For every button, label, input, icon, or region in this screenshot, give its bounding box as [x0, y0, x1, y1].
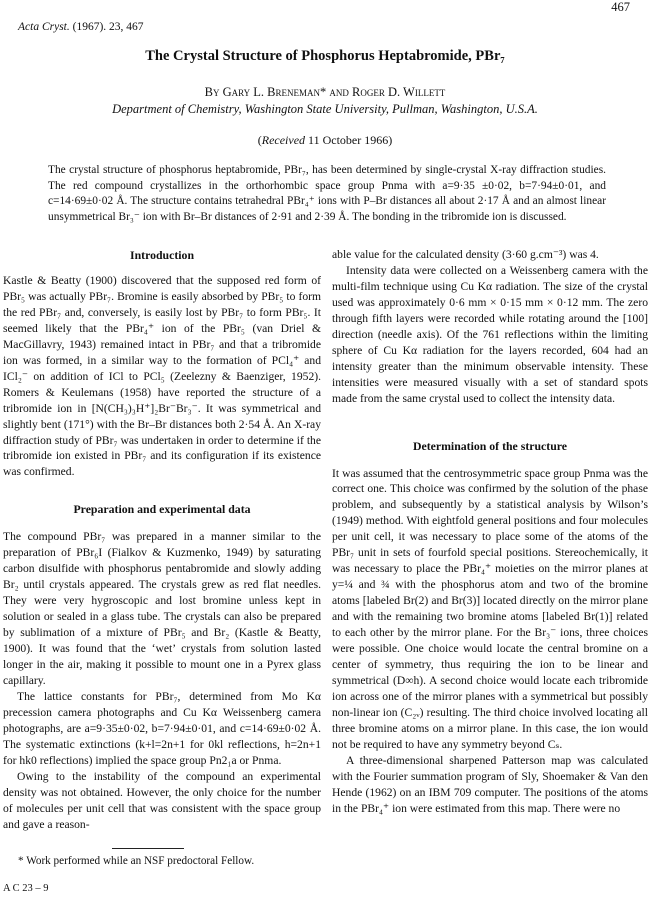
- preparation-paragraph-2: The lattice constants for PBr₇, determined from Mo Kα precession camera photographs and Cu Kα Weissenberg camera photographs, are a=9·35±0·02, b=7·94±0·01, and c=14·69±0·02 Å. The systematic extinctions (k+l=2n+1 for 0kl reflections, h=2n+1 for hk0 reflections) implied the space group Pn2₁a or Pnma.: [3, 689, 321, 767]
- preparation-paragraph-1: The compound PBr₇ was prepared in a manner similar to the preparation of PBr₆I (Fialkov & Kuzmenko, 1949) by saturating carbon disulfide with phosphorus pentabromide and slowly adding Br₂ until crystals appeared. The crystals grew as red flat needles. They were very hygroscopic and lost bromine unless kept in solution or sealed in a glass tube. The crystals can also be prepared by sublimation of a mixture of PBr₅ and Br₂ (Kastle & Beatty, 1900). It was found that the ‘wet’ crystals from solution lasted longer in the air, making it possible to mount one in a Pyrex glass capillary.: [3, 530, 321, 687]
- signature-mark: A C 23 – 9: [3, 883, 49, 894]
- received-value: 11 October 1966: [305, 133, 389, 147]
- right-column: [332, 247, 648, 817]
- journal-name: Acta Cryst.: [18, 21, 70, 33]
- determination-paragraph-2: A three-dimensional sharpened Patterson map was calculated with the Fourier summation program of Sly, Shoemaker & Van den Hende (1962) on an IBM 709 computer. The positions of the atoms in the PBr₄⁺ ion were estimated from this map. There were no: [332, 753, 648, 815]
- introduction-heading: Introduction: [129, 248, 195, 262]
- introduction-paragraph: Kastle & Beatty (1900) discovered that the supposed red form of PBr₅ was actually PBr₇. Bromine is easily absorbed by PBr₅ to form the red PBr₇ and, conversely, is easily lost by PBr₇ to form PBr₅. It seemed likely that the PBr₄⁺ ion of the PBr₅ (van Driel & MacGillavry, 1943) remained intact in PBr₇ and that a tribromide ion was formed, in a similar way to the formation of PCl₄⁺ and ICl₂⁻ on addition of ICl to PCl₅ (Zeelezny & Baenziger, 1952). Romers & Keulemans (1958) have reported the structure of a tribromide ion in [N(CH₃)₃H⁺]₂Br⁻Br₃⁻. It was symmetrical and slightly bent (171°) with the Br–Br distances both 2·54 Å. An X-ray diffraction study of PBr₇ was undertaken in order to determine if the tribromide ion existed in PBr₇ and its configuration if its existence was confirmed.: [3, 274, 321, 479]
- affiliation: Department of Chemistry, Washington State University, Pullman, Washington, U.S.A.: [112, 102, 538, 116]
- footnote-rule: [112, 848, 184, 849]
- received-date: (Received 11 October 1966): [257, 133, 393, 147]
- density-continuation: able value for the calculated density (3·60 g.cm⁻³) was 4.: [332, 248, 599, 261]
- journal-reference: [18, 21, 144, 33]
- footnote: * Work performed while an NSF predoctoral Fellow.: [18, 855, 255, 867]
- paper-title: The Crystal Structure of Phosphorus Heptabromide, PBr₇: [145, 48, 505, 64]
- page-number: 467: [611, 0, 630, 14]
- received-label: Received: [261, 133, 306, 147]
- determination-paragraph-1: It was assumed that the centrosymmetric space group Pnma was the correct one. This choice was confirmed by the solution of the phase problem, and subsequently by a statistical analysis by Wilson’s (1949) method. With eightfold general positions and four molecules per unit cell, it was necessary to place some of the atoms of the PBr₇ unit in sets of fourfold special positions. Stereochemically, it was necessary to place the PBr₄⁺ moieties on the mirror planes at y=¼ and ¾ with the phosphorus atom and two of the bromine atoms [labeled Br(2) and Br(3)] located directly on the mirror plane and with the remaining two bromine atoms [labeled Br(1)] related to each other by the mirror plane. For the Br₃⁻ ions, three choices were possible. One choice would locate the central bromine on a center of symmetry, thus requiring the ion to be linear and symmetrical (D∞h). A second choice would locate each tribromide ion across one of the mirror planes with a symmetrical but possibly non-linear ion (C₂ᵥ) resulting. The third choice involved locating all three bromine atoms on a mirror plane. In this case, the ion would not be required to have any symmetry beyond Cₛ.: [332, 466, 648, 751]
- intensity-paragraph: Intensity data were collected on a Weissenberg camera with the multi-film technique using Cu Kα radiation. The size of the crystal used was approximately 0·6 mm × 0·15 mm × 0·12 mm. The zero through fifth layers were recorded while rotating around the [100] direction (needle axis). Of the 761 reflections within the limiting sphere of Cu Kα radiation for the layers recorded, 604 had an intensity greater than the minimum observable intensity. These intensities were measured visually with a set of standard spots made from the same crystal used to collect the intensity data.: [332, 263, 648, 405]
- preparation-heading: Preparation and experimental data: [73, 502, 251, 517]
- preparation-paragraph-3: Owing to the instability of the compound an experimental density was not obtained. However, the only choice for the number of molecules per unit cell that was consistent with the space group and gave a reason-: [3, 769, 321, 831]
- left-column: [3, 247, 321, 833]
- journal-citation: (1967). 23, 467: [69, 21, 144, 33]
- authors: By Gary L. Breneman* and Roger D. Willett: [204, 85, 446, 99]
- determination-heading: Determination of the structure: [412, 438, 568, 453]
- abstract: The crystal structure of phosphorus heptabromide, PBr₇, has been determined by single-crystal X-ray diffraction studies. The red compound crystallizes in the orthorhombic space group Pnma with a=9·35 ±0·02, b=7·94±0·01, and c=14·69±0·02 Å. The structure contains tetrahedral PBr₄⁺ ions with P–Br distances all about 2·17 Å and an almost linear unsymmetrical Br₃⁻ ion with Br–Br distances of 2·91 and 2·39 Å. The bonding in the tribromide ion is discussed.: [48, 164, 606, 224]
